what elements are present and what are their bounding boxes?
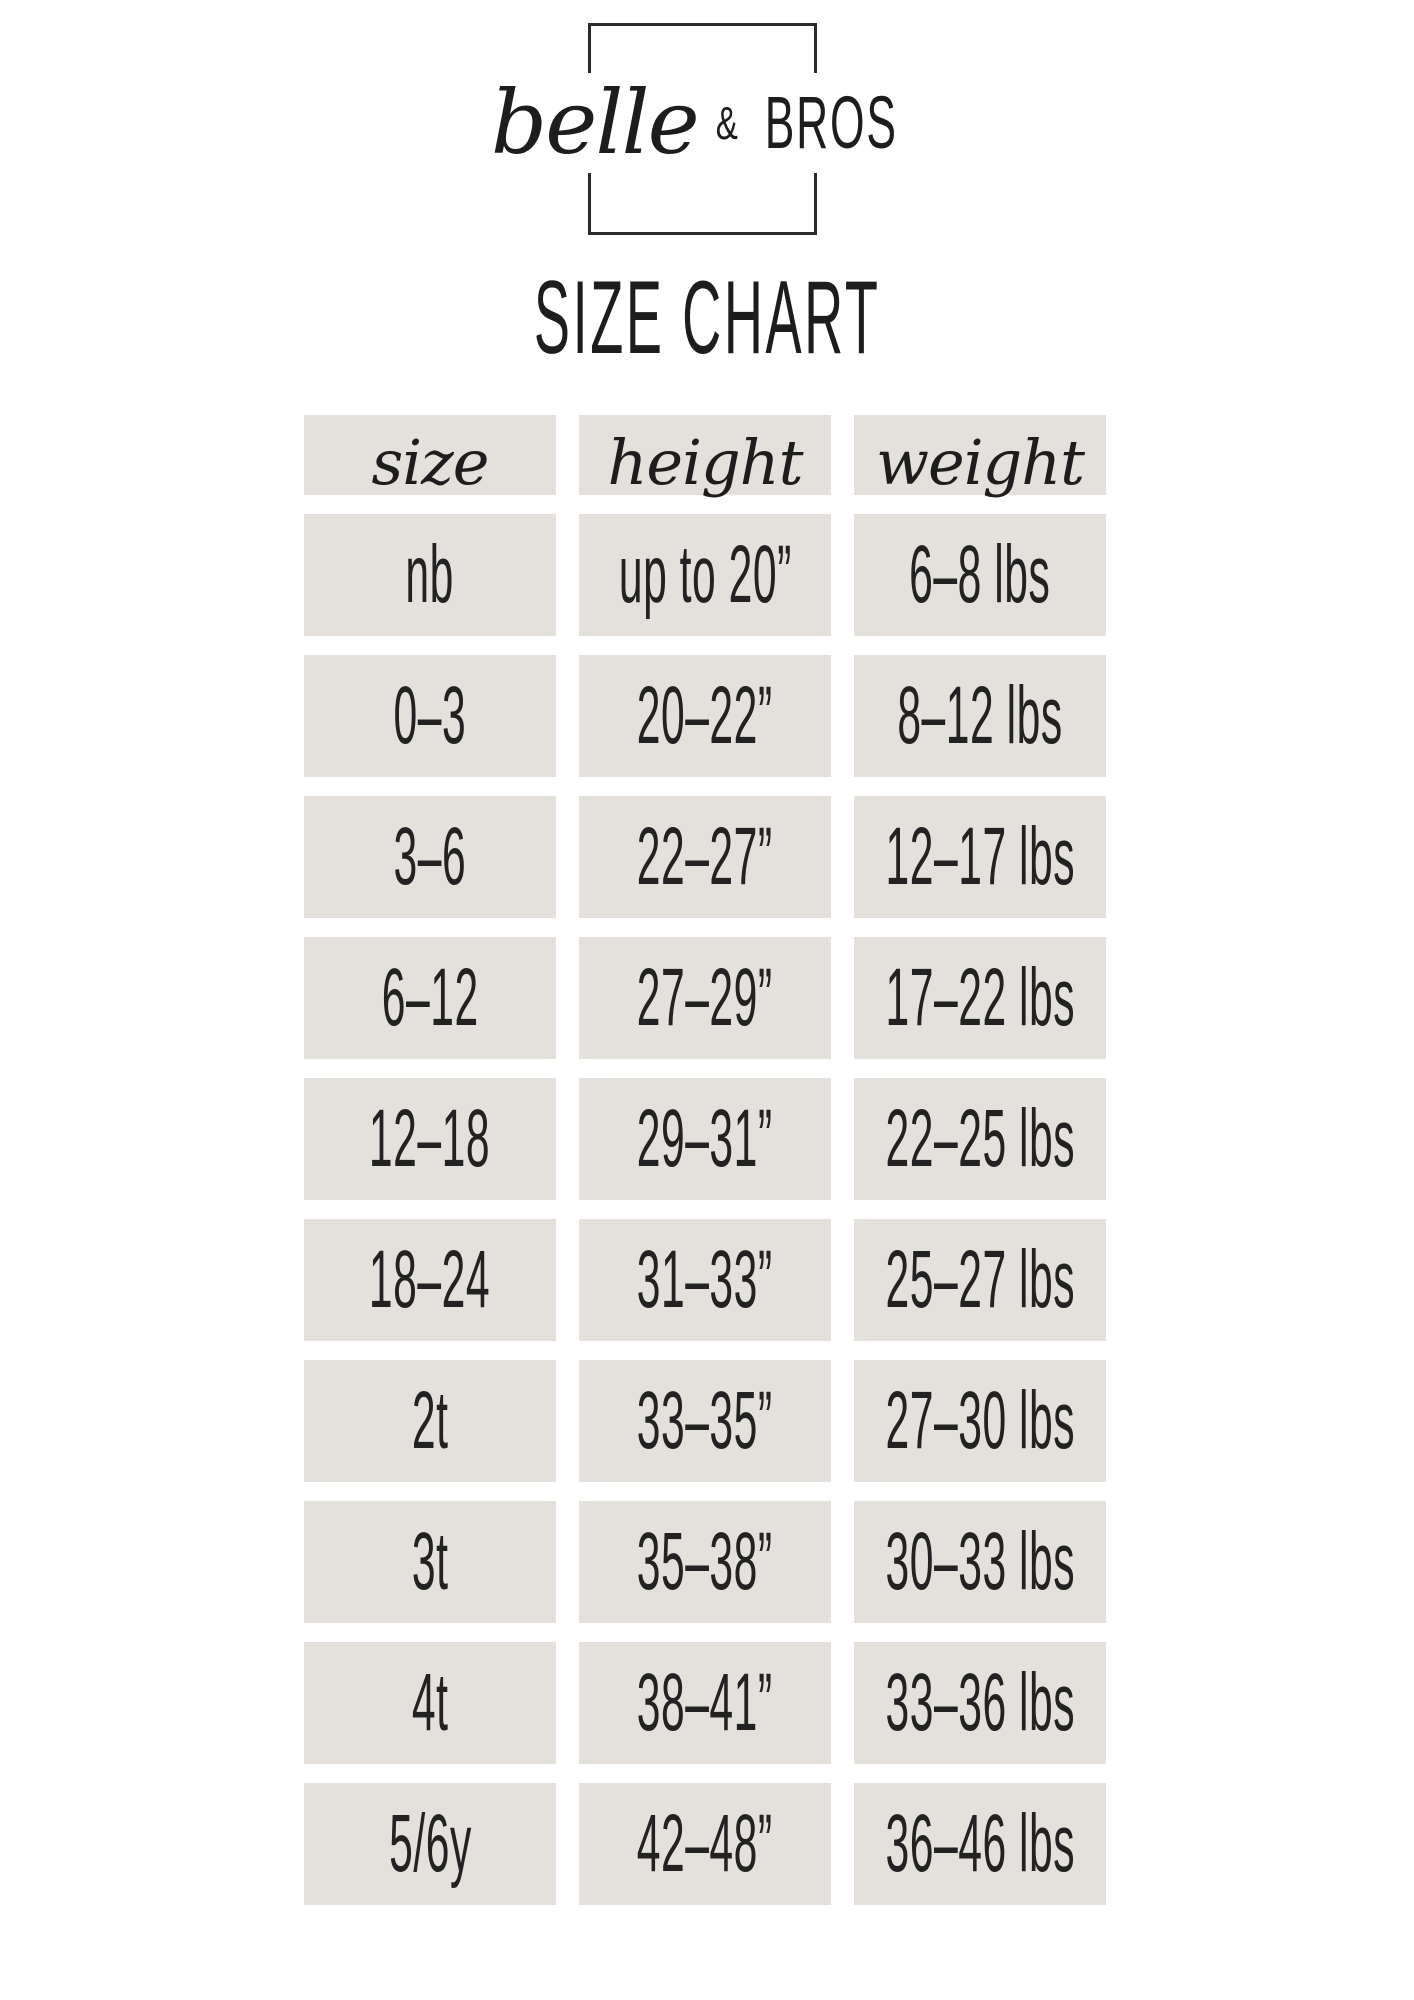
table-cell-height <box>579 1783 831 1905</box>
table-cell-size <box>304 1078 556 1200</box>
logo-ampersand: & <box>715 97 739 149</box>
table-cell-height <box>579 937 831 1059</box>
table-cell-size <box>304 655 556 777</box>
cell-value: 27–30 lbs <box>885 1375 1075 1466</box>
table-cell-height <box>579 796 831 918</box>
page-title <box>0 260 1414 376</box>
header-label-weight: weight <box>875 426 1085 499</box>
table-cell-weight <box>854 796 1106 918</box>
table-cell-height <box>579 514 831 636</box>
cell-value: 36–46 lbs <box>885 1798 1075 1889</box>
table-cell-height <box>579 1642 831 1764</box>
cell-value: 25–27 lbs <box>885 1234 1075 1325</box>
table-cell-height <box>579 1501 831 1623</box>
cell-value: nb <box>405 529 455 620</box>
cell-value: 18–24 <box>369 1234 491 1325</box>
cell-value: 30–33 lbs <box>885 1516 1075 1607</box>
logo-frame <box>490 23 898 235</box>
cell-value: 2t <box>411 1375 449 1466</box>
header-cell-weight <box>854 415 1106 499</box>
cell-value: 6–12 <box>381 952 479 1043</box>
table-cell-weight <box>854 937 1106 1059</box>
header-cell-size <box>304 415 556 499</box>
header-cell-height <box>579 415 831 499</box>
cell-value: 22–27” <box>637 811 773 902</box>
cell-value: 35–38” <box>637 1516 773 1607</box>
cell-value: 3t <box>411 1516 449 1607</box>
cell-value: 12–17 lbs <box>885 811 1075 902</box>
cell-value: 33–35” <box>637 1375 773 1466</box>
cell-value: 17–22 lbs <box>885 952 1075 1043</box>
cell-value: 5/6y <box>388 1798 472 1889</box>
cell-value: 20–22” <box>637 670 773 761</box>
table-cell-height <box>579 1078 831 1200</box>
cell-value: 3–6 <box>393 811 467 902</box>
table-cell-weight <box>854 1219 1106 1341</box>
cell-value: 0–3 <box>393 670 467 761</box>
brand-logo <box>481 73 924 173</box>
cell-value: 8–12 lbs <box>897 670 1063 761</box>
table-cell-size <box>304 1783 556 1905</box>
table-cell-size <box>304 937 556 1059</box>
table-cell-weight <box>854 1501 1106 1623</box>
table-cell-height <box>579 655 831 777</box>
table-cell-size <box>304 796 556 918</box>
logo-caps-text: BROS <box>764 81 898 164</box>
cell-value: up to 20” <box>618 529 792 620</box>
table-cell-size <box>304 514 556 636</box>
cell-value: 38–41” <box>637 1657 773 1748</box>
header-label-height: height <box>607 426 803 499</box>
cell-value: 33–36 lbs <box>885 1657 1075 1748</box>
page-title-text: SIZE CHART <box>533 260 881 376</box>
table-cell-height <box>579 1219 831 1341</box>
table-cell-size <box>304 1642 556 1764</box>
header-label-size: size <box>371 426 489 499</box>
cell-value: 6–8 lbs <box>909 529 1051 620</box>
cell-value: 12–18 <box>369 1093 491 1184</box>
size-table <box>304 415 1106 1905</box>
table-cell-weight <box>854 1360 1106 1482</box>
table-cell-size <box>304 1219 556 1341</box>
cell-value: 31–33” <box>637 1234 773 1325</box>
cell-value: 22–25 lbs <box>885 1093 1075 1184</box>
cell-value: 4t <box>411 1657 449 1748</box>
cell-value: 27–29” <box>637 952 773 1043</box>
table-cell-size <box>304 1360 556 1482</box>
cell-value: 29–31” <box>637 1093 773 1184</box>
logo-script-text: belle <box>490 71 698 174</box>
table-cell-weight <box>854 655 1106 777</box>
table-cell-height <box>579 1360 831 1482</box>
table-cell-weight <box>854 1642 1106 1764</box>
cell-value: 42–48” <box>637 1798 773 1889</box>
table-cell-size <box>304 1501 556 1623</box>
table-cell-weight <box>854 1078 1106 1200</box>
table-cell-weight <box>854 514 1106 636</box>
table-cell-weight <box>854 1783 1106 1905</box>
